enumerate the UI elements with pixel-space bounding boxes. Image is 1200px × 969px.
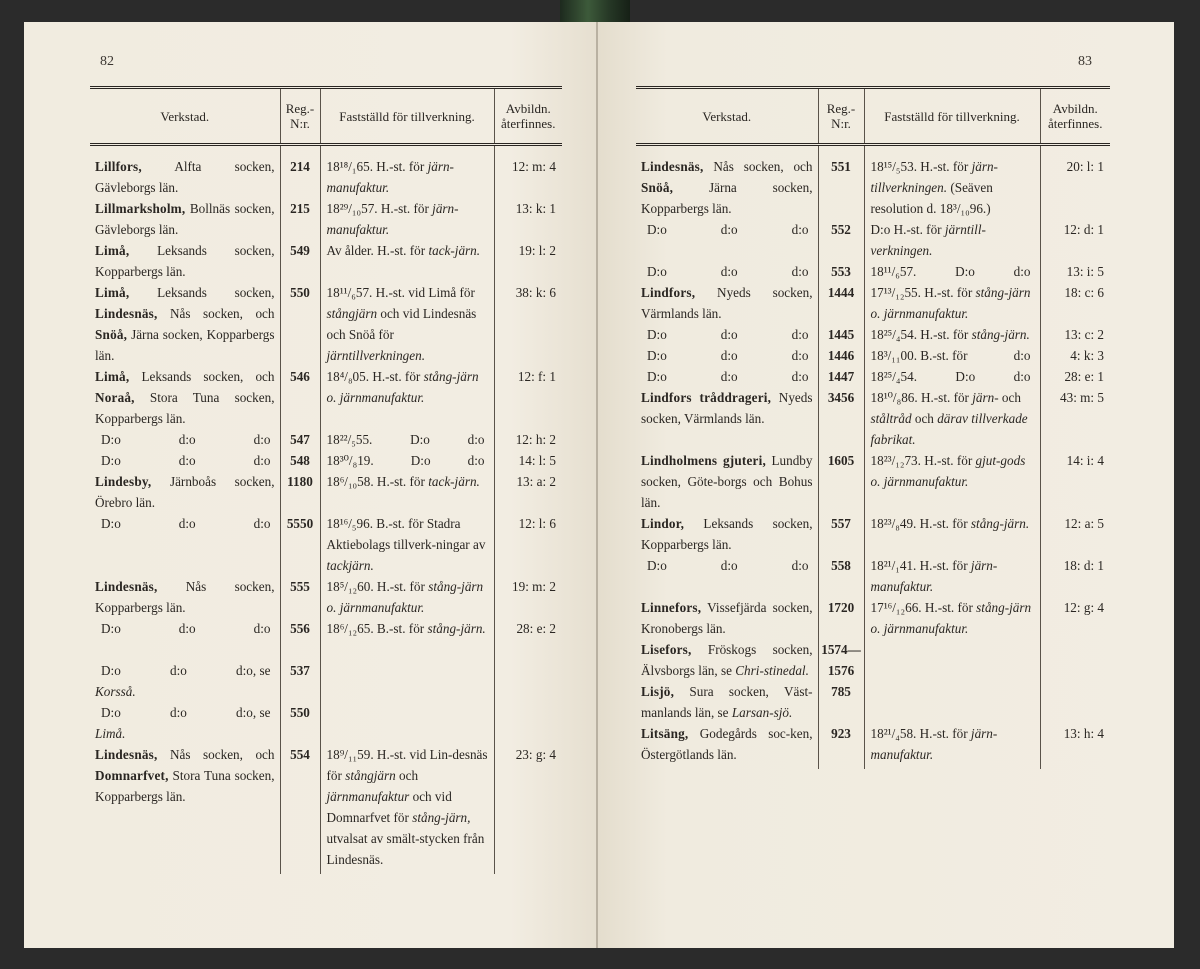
cell-avbildn: 14: i: 4 xyxy=(1040,450,1110,513)
register-table xyxy=(636,86,1110,769)
cell-verkstad: Lillfors, Alfta socken, Gävleborgs län. xyxy=(95,159,275,195)
table-row xyxy=(90,198,562,240)
cell-avbildn: 20: l: 1 xyxy=(1040,145,1110,220)
cell-avbildn: 12: l: 6 xyxy=(494,513,562,576)
header-reg: Reg.-N:r. xyxy=(280,88,320,145)
table-row xyxy=(90,744,562,874)
cell-avbildn: 18: c: 6 xyxy=(1040,282,1110,324)
register-table xyxy=(90,86,562,874)
cell-avbildn: 12: f: 1 xyxy=(494,366,562,429)
cell-avbildn: 23: g: 4 xyxy=(494,744,562,874)
header-faststalld: Fastställd för tillverkning. xyxy=(320,88,494,145)
cell-reg: 1574—1576 xyxy=(818,639,864,681)
cell-verkstad: Lindesnäs, Nås socken, och Snöå, Järna socken, Kopparbergs län. xyxy=(641,159,813,216)
cell-faststalld: 18⁹/₁₁59. H.-st. vid Lin-desnäs för stångjärn och järnmanufaktur och vid Domnarfvet för stång-järn, utvalsat av smält-stycken från Lindesnäs. xyxy=(320,744,494,874)
cell-avbildn: 14: l: 5 xyxy=(494,450,562,471)
cell-avbildn: 4: k: 3 xyxy=(1040,345,1110,366)
cell-faststalld: 18⁶/₁₀58. H.-st. för tack-järn. xyxy=(320,471,494,513)
cell-reg: 5550 xyxy=(280,513,320,576)
cell-verkstad: D:o d:o d:o xyxy=(647,327,809,342)
cell-reg: 1446 xyxy=(818,345,864,366)
cell-reg: 1444 xyxy=(818,282,864,324)
cell-verkstad: Lindesby, Järnboås socken, Örebro län. xyxy=(95,474,275,510)
cell-verkstad: D:o d:o d:o, se Korsså. xyxy=(95,663,271,699)
cell-verkstad: Limå, Leksands socken, Lindesnäs, Nås socken, och Snöå, Järna socken, Kopparbergs län. xyxy=(95,285,275,363)
cell-verkstad: D:o d:o d:o xyxy=(647,558,809,573)
cell-reg: 550 xyxy=(280,702,320,744)
table-row xyxy=(636,219,1110,261)
table-row xyxy=(90,660,562,702)
header-avbildn: Avbildn. återfinnes. xyxy=(494,88,562,145)
table-row xyxy=(90,240,562,282)
cell-verkstad: Lisefors, Fröskogs socken, Älvsborgs län, se Chri-stinedal. xyxy=(641,642,813,678)
table-row xyxy=(90,471,562,513)
cell-faststalld: 18¹¹/₆57. H.-st. vid Limå för stångjärn och vid Lindesnäs och Snöå för järntillverkningen. xyxy=(320,282,494,366)
cell-verkstad: Lindfors, Nyeds socken, Värmlands län. xyxy=(641,285,813,321)
right-page xyxy=(598,22,1174,948)
cell-verkstad: Lindesnäs, Nås socken, och Domnarfvet, Stora Tuna socken, Kopparbergs län. xyxy=(95,747,275,804)
cell-reg: 557 xyxy=(818,513,864,555)
table-row xyxy=(636,324,1110,345)
cell-verkstad: D:o d:o d:o xyxy=(647,264,809,279)
cell-reg: 555 xyxy=(280,576,320,618)
table-row xyxy=(636,387,1110,450)
cell-verkstad: Linnefors, Vissefjärda socken, Kronobergs län. xyxy=(641,600,813,636)
cell-reg: 3456 xyxy=(818,387,864,450)
table-row xyxy=(636,597,1110,639)
cell-verkstad: Limå, Leksands socken, och Noraå, Stora Tuna socken, Kopparbergs län. xyxy=(95,369,275,426)
cell-verkstad: Lindor, Leksands socken, Kopparbergs län. xyxy=(641,516,813,552)
cell-avbildn: 19: m: 2 xyxy=(494,576,562,618)
cell-reg: 549 xyxy=(280,240,320,282)
table-row xyxy=(90,145,562,199)
cell-reg: 214 xyxy=(280,145,320,199)
header-avbildn: Avbildn. återfinnes. xyxy=(1040,88,1110,145)
cell-faststalld: 18¹¹/₆57. D:o d:o xyxy=(864,261,1040,282)
cell-avbildn: 13: c: 2 xyxy=(1040,324,1110,345)
cell-faststalld: 18¹⁰/₈86. H.-st. för järn- och ståltråd och därav tillverkade fabrikat. xyxy=(864,387,1040,450)
cell-reg: 1447 xyxy=(818,366,864,387)
cell-reg: 551 xyxy=(818,145,864,220)
cell-avbildn: 13: k: 1 xyxy=(494,198,562,240)
cell-verkstad: D:o d:o d:o xyxy=(101,453,271,468)
book-spine xyxy=(560,0,630,22)
cell-faststalld xyxy=(320,702,494,744)
cell-faststalld: 18³/₁₁00. B.-st. för d:o xyxy=(864,345,1040,366)
table-row xyxy=(90,282,562,366)
cell-avbildn: 13: i: 5 xyxy=(1040,261,1110,282)
left-page xyxy=(24,22,596,948)
cell-faststalld: Av ålder. H.-st. för tack-järn. xyxy=(320,240,494,282)
table-row xyxy=(636,145,1110,220)
cell-avbildn: 13: a: 2 xyxy=(494,471,562,513)
cell-reg: 558 xyxy=(818,555,864,597)
header-verkstad: Verkstad. xyxy=(90,88,280,145)
cell-verkstad: Limå, Leksands socken, Kopparbergs län. xyxy=(95,243,275,279)
cell-faststalld: 18¹⁵/₅53. H.-st. för järn-tillverkningen. (Seäven resolution d. 18³/₁₀96.) xyxy=(864,145,1040,220)
cell-reg: 548 xyxy=(280,450,320,471)
page-number: 82 xyxy=(100,54,114,69)
cell-avbildn: 18: d: 1 xyxy=(1040,555,1110,597)
cell-avbildn: 43: m: 5 xyxy=(1040,387,1110,450)
table-header-row xyxy=(636,88,1110,145)
table-row xyxy=(636,282,1110,324)
table-row xyxy=(636,366,1110,387)
cell-verkstad: D:o d:o d:o xyxy=(647,369,809,384)
cell-avbildn: 12: g: 4 xyxy=(1040,597,1110,639)
table-row xyxy=(90,513,562,576)
table-row xyxy=(636,723,1110,769)
cell-verkstad: Lindholmens gjuteri, Lundby socken, Göte-borgs och Bohus län. xyxy=(641,453,813,510)
cell-reg: 1605 xyxy=(818,450,864,513)
cell-faststalld: 18²⁵/₄54. D:o d:o xyxy=(864,366,1040,387)
cell-avbildn: 38: k: 6 xyxy=(494,282,562,366)
cell-faststalld: 18¹⁶/₅96. B.-st. för Stadra Aktiebolags tillverk-ningar av tackjärn. xyxy=(320,513,494,576)
table-row xyxy=(636,345,1110,366)
table-row xyxy=(636,681,1110,723)
table-row xyxy=(90,576,562,618)
cell-reg: 553 xyxy=(818,261,864,282)
cell-faststalld: 18¹⁸/₁65. H.-st. för järn-manufaktur. xyxy=(320,145,494,199)
cell-avbildn: 12: d: 1 xyxy=(1040,219,1110,261)
cell-faststalld: 18⁴/₈05. H.-st. för stång-järn o. järnmanufaktur. xyxy=(320,366,494,429)
cell-reg: 552 xyxy=(818,219,864,261)
cell-reg: 547 xyxy=(280,429,320,450)
cell-avbildn: 19: l: 2 xyxy=(494,240,562,282)
header-verkstad: Verkstad. xyxy=(636,88,818,145)
cell-faststalld: 18²²/₅55. D:o d:o xyxy=(320,429,494,450)
cell-verkstad: D:o d:o d:o xyxy=(101,432,271,447)
cell-faststalld: 18²³/₁₂73. H.-st. för gjut-gods o. järnmanufaktur. xyxy=(864,450,1040,513)
cell-verkstad: Lisjö, Sura socken, Väst-manlands län, se Larsan-sjö. xyxy=(641,684,813,720)
cell-faststalld xyxy=(320,660,494,702)
cell-faststalld: D:o H.-st. för järntill-verkningen. xyxy=(864,219,1040,261)
cell-verkstad: D:o d:o d:o xyxy=(101,516,271,531)
cell-faststalld: 17¹³/₁₂55. H.-st. för stång-järn o. järnmanufaktur. xyxy=(864,282,1040,324)
cell-reg: 537 xyxy=(280,660,320,702)
cell-avbildn: 12: a: 5 xyxy=(1040,513,1110,555)
cell-reg: 550 xyxy=(280,282,320,366)
cell-reg: 215 xyxy=(280,198,320,240)
header-faststalld: Fastställd för tillverkning. xyxy=(864,88,1040,145)
cell-faststalld: 18²³/₈49. H.-st. för stång-järn. xyxy=(864,513,1040,555)
cell-avbildn xyxy=(1040,639,1110,681)
table-header-row xyxy=(90,88,562,145)
table-row xyxy=(90,429,562,450)
cell-verkstad: Lillmarksholm, Bollnäs socken, Gävleborgs län. xyxy=(95,201,275,237)
table-row xyxy=(636,555,1110,597)
cell-avbildn: 28: e: 1 xyxy=(1040,366,1110,387)
cell-verkstad: D:o d:o d:o xyxy=(101,621,271,636)
cell-avbildn xyxy=(1040,681,1110,723)
cell-avbildn xyxy=(494,660,562,702)
cell-verkstad: Lindesnäs, Nås socken, Kopparbergs län. xyxy=(95,579,275,615)
cell-reg: 1720 xyxy=(818,597,864,639)
cell-faststalld: 17¹⁶/₁₂66. H.-st. för stång-järn o. järnmanufaktur. xyxy=(864,597,1040,639)
cell-verkstad: Litsäng, Godegårds soc-ken, Östergötlands län. xyxy=(641,726,813,762)
cell-faststalld xyxy=(864,681,1040,723)
table-row xyxy=(90,366,562,429)
table-row xyxy=(636,513,1110,555)
cell-avbildn: 13: h: 4 xyxy=(1040,723,1110,769)
cell-reg: 785 xyxy=(818,681,864,723)
cell-reg: 1445 xyxy=(818,324,864,345)
cell-faststalld: 18²⁹/₁₀57. H.-st. för järn-manufaktur. xyxy=(320,198,494,240)
cell-verkstad: D:o d:o d:o xyxy=(647,222,809,237)
cell-reg: 556 xyxy=(280,618,320,660)
cell-reg: 546 xyxy=(280,366,320,429)
table-row xyxy=(90,702,562,744)
cell-avbildn: 12: m: 4 xyxy=(494,145,562,199)
cell-faststalld: 18²¹/₄58. H.-st. för järn-manufaktur. xyxy=(864,723,1040,769)
cell-avbildn xyxy=(494,702,562,744)
table-row xyxy=(90,450,562,471)
table-row xyxy=(636,639,1110,681)
cell-avbildn: 12: h: 2 xyxy=(494,429,562,450)
cell-faststalld: 18²¹/₁41. H.-st. för järn-manufaktur. xyxy=(864,555,1040,597)
cell-faststalld: 18²⁵/₄54. H.-st. för stång-järn. xyxy=(864,324,1040,345)
cell-reg: 554 xyxy=(280,744,320,874)
cell-reg: 923 xyxy=(818,723,864,769)
table-row xyxy=(636,450,1110,513)
cell-verkstad: D:o d:o d:o, se Limå. xyxy=(95,705,271,741)
cell-avbildn: 28: e: 2 xyxy=(494,618,562,660)
table-row xyxy=(90,618,562,660)
cell-faststalld: 18³⁰/₈19. D:o d:o xyxy=(320,450,494,471)
header-reg: Reg.-N:r. xyxy=(818,88,864,145)
cell-verkstad: D:o d:o d:o xyxy=(647,348,809,363)
table-row xyxy=(636,261,1110,282)
cell-faststalld: 18⁵/₁₂60. H.-st. för stång-järn o. järnmanufaktur. xyxy=(320,576,494,618)
cell-verkstad: Lindfors tråddrageri, Nyeds socken, Värmlands län. xyxy=(641,390,813,426)
cell-faststalld xyxy=(864,639,1040,681)
page-number: 83 xyxy=(1078,54,1092,69)
cell-faststalld: 18⁶/₁₂65. B.-st. för stång-järn. xyxy=(320,618,494,660)
cell-reg: 1180 xyxy=(280,471,320,513)
